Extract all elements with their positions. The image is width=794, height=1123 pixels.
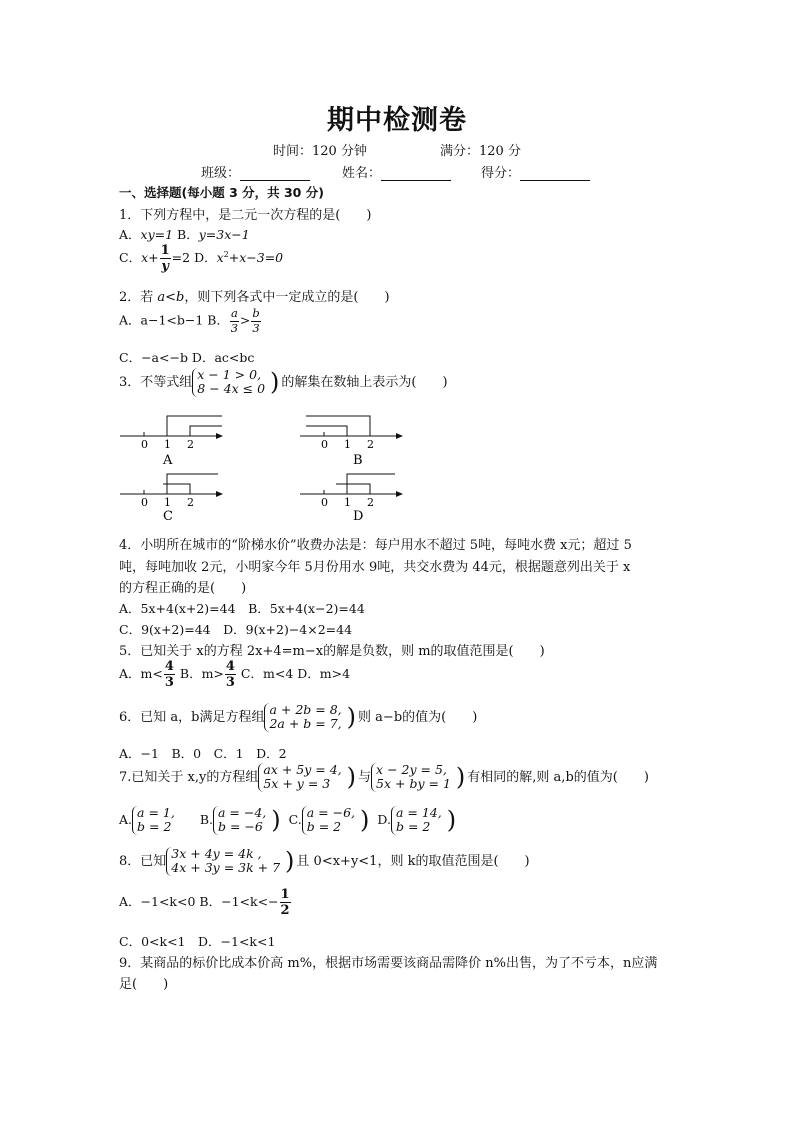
q6-system: a + 2b = 8, 2a + b = 7,	[264, 703, 344, 732]
name-label: 姓名：	[342, 166, 382, 181]
number-line-d	[300, 474, 402, 524]
q4-options-cd: C．9(x+2)=44 D．9(x+2)−4×2=44	[119, 622, 353, 637]
q8-stem: 8．已知 3x + 4y = 4k , 4x + 3y = 3k + 7 ) 且 0<x+y<1，则 k的取值范围是( )	[119, 846, 530, 876]
q2-options-cd: C．−a<−b D．ac<bc	[119, 350, 255, 365]
q1-stem: 1．下列方程中，是二元一次方程的是( )	[119, 208, 372, 223]
q3-system: x − 1 > 0, 8 − 4x ≤ 0	[192, 368, 268, 397]
class-label: 班级：	[201, 166, 241, 181]
name-blank[interactable]	[381, 168, 451, 181]
q9-line2: 足( )	[119, 977, 169, 992]
label-a: A	[163, 453, 173, 468]
label-d: D	[353, 509, 364, 524]
q2-option-b-frac1: $\frac{a}{3}$	[230, 306, 239, 335]
q4-line1: 4．小明所在城市的“阶梯水价”收费办法是：每户用水不超过 5吨，每吨水费 x元；超过 5	[119, 538, 632, 553]
number-line-a	[120, 416, 222, 468]
svg-text:0: 0	[321, 496, 328, 509]
q9-line1: 9．某商品的标价比成本价高 m%，根据市场需要该商品需降价 n%出售，为了不亏本，n应满	[119, 956, 658, 971]
q7-options: A. a = 1, b = 2 B. a = −4, b = −6 ) C. a = −6, b = 2 ) D. a = 14, b = 2 )	[119, 805, 457, 835]
section-title: 一、选择题(每小题 3 分，共 30 分)	[119, 185, 324, 200]
score-label: 满分：120 分	[440, 144, 521, 159]
q5-options: A．m< $\frac{4}{3}$ B．m> $\frac{4}{3}$ C．m<4 D．m>4	[119, 659, 351, 690]
class-field[interactable]	[201, 162, 310, 181]
q1-options-cd: C．x+ $\frac{1}{y}$ =2 D．$x^2+x-3=0$	[119, 243, 284, 274]
svg-text:1: 1	[344, 438, 351, 451]
points-field[interactable]	[481, 162, 590, 181]
q1-option-b: y=3x−1	[198, 227, 250, 242]
q4-line3: 的方程正确的是( )	[119, 581, 247, 596]
q8-system: 3x + 4y = 4k , 4x + 3y = 3k + 7	[166, 847, 283, 876]
svg-text:1: 1	[344, 496, 351, 509]
svg-text:0: 0	[141, 496, 148, 509]
q3-number-lines	[110, 405, 420, 525]
svg-text:0: 0	[321, 438, 328, 451]
q2-options-ab: A．a−1<b−1 B． $\frac{a}{3}$ > $\frac{b}{3}$	[119, 306, 260, 335]
label-c: C	[163, 509, 173, 524]
number-line-c	[120, 474, 222, 524]
page-title: 期中检测卷	[327, 105, 467, 136]
svg-text:2: 2	[187, 496, 194, 509]
svg-text:0: 0	[141, 438, 148, 451]
svg-text:1: 1	[164, 438, 171, 451]
number-line-b	[300, 416, 402, 468]
q4-options-ab: A．5x+4(x+2)=44 B．5x+4(x−2)=44	[119, 601, 365, 616]
q2-stem: 2．若 a<b，则下列各式中一定成立的是( )	[119, 290, 390, 305]
q5-stem: 5．已知关于 x的方程 2x+4=m−x的解是负数，则 m的取值范围是( )	[119, 644, 545, 659]
svg-text:2: 2	[367, 496, 374, 509]
q8-options-cd: C．0<k<1 D．−1<k<1	[119, 934, 276, 949]
svg-text:1: 1	[164, 496, 171, 509]
q7-stem: 7.已知关于 x,y的方程组 ax + 5y = 4, 5x + y = 3 ) 与 x − 2y = 5, 5x + by = 1 ) 有相同的解,则 a,b的值为( )	[119, 762, 649, 792]
q1-option-a: xy=1	[140, 227, 174, 242]
q6-stem: 6．已知 a，b满足方程组 a + 2b = 8, 2a + b = 7, ) 则 a−b的值为( )	[119, 702, 478, 732]
label-b: B	[353, 453, 363, 468]
name-field[interactable]	[342, 162, 451, 181]
points-blank[interactable]	[520, 168, 590, 181]
q2-option-a: A．a−1<b−1	[119, 312, 204, 328]
q1-options-ab: A．xy=1 B．y=3x−1	[119, 227, 250, 242]
svg-text:2: 2	[187, 438, 194, 451]
q1-option-c-fraction: $\frac{1}{y}$	[160, 243, 170, 274]
class-blank[interactable]	[240, 168, 310, 181]
time-label: 时间：120 分钟	[273, 144, 367, 159]
q8-options-ab: A．−1<k<0 B．−1<k<− $\frac{1}{2}$	[119, 887, 290, 918]
points-label: 得分：	[481, 166, 521, 181]
q4-line2: 吨，每吨加收 2元，小明家今年 5月份用水 9吨，共交水费为 44元，根据题意列出关于 x	[119, 560, 631, 575]
q6-options: A．−1 B．0 C．1 D．2	[119, 746, 287, 761]
svg-text:2: 2	[367, 438, 374, 451]
q3-stem: 3．不等式组 x − 1 > 0, 8 − 4x ≤ 0 ) 的解集在数轴上表示为( )	[119, 367, 448, 397]
